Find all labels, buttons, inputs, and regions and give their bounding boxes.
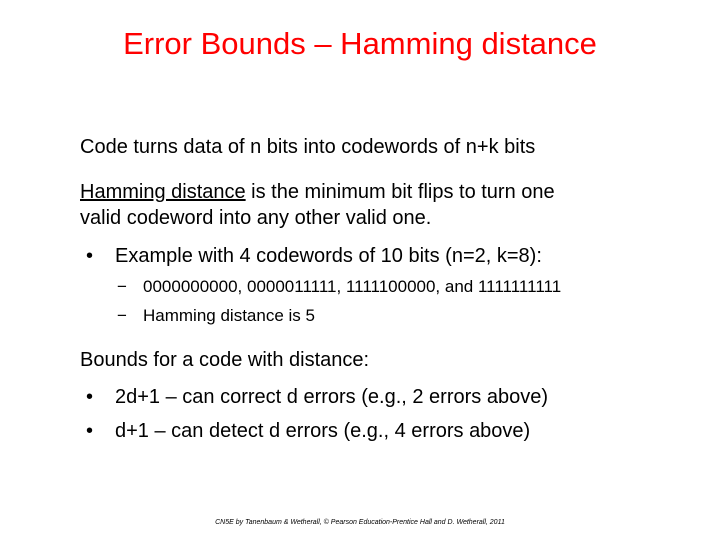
dash-icon: − (117, 306, 127, 325)
definition-rest: is the minimum bit flips to turn one (245, 181, 555, 203)
example-text: Example with 4 codewords of 10 bits (n=2, k=8): (115, 245, 542, 267)
definition-line-2: valid codeword into any other valid one. (80, 207, 432, 229)
slide-title: Error Bounds – Hamming distance (123, 26, 597, 61)
definition-line-1 (80, 179, 555, 205)
copyright-footer: CN5E by Tanenbaum & Wetherall, © Pearson Education-Prentice Hall and D. Wetherall, 2011 (215, 519, 505, 526)
bound-detect-text: d+1 – can detect d errors (e.g., 4 errors above) (115, 420, 531, 442)
bullet-icon: • (86, 386, 94, 408)
distance-text: Hamming distance is 5 (143, 306, 315, 325)
bullet-icon: • (86, 420, 94, 442)
bullet-icon: • (86, 245, 94, 267)
term-hamming-distance: Hamming distance (80, 181, 246, 203)
bound-correct-text: 2d+1 – can correct d errors (e.g., 2 errors above) (115, 386, 548, 408)
intro-line: Code turns data of n bits into codewords of n+k bits (80, 136, 536, 158)
codewords-text: 0000000000, 0000011111, 1111100000, and 1111111111 (143, 277, 562, 296)
bounds-heading: Bounds for a code with distance: (80, 349, 370, 371)
dash-icon: − (117, 277, 127, 296)
